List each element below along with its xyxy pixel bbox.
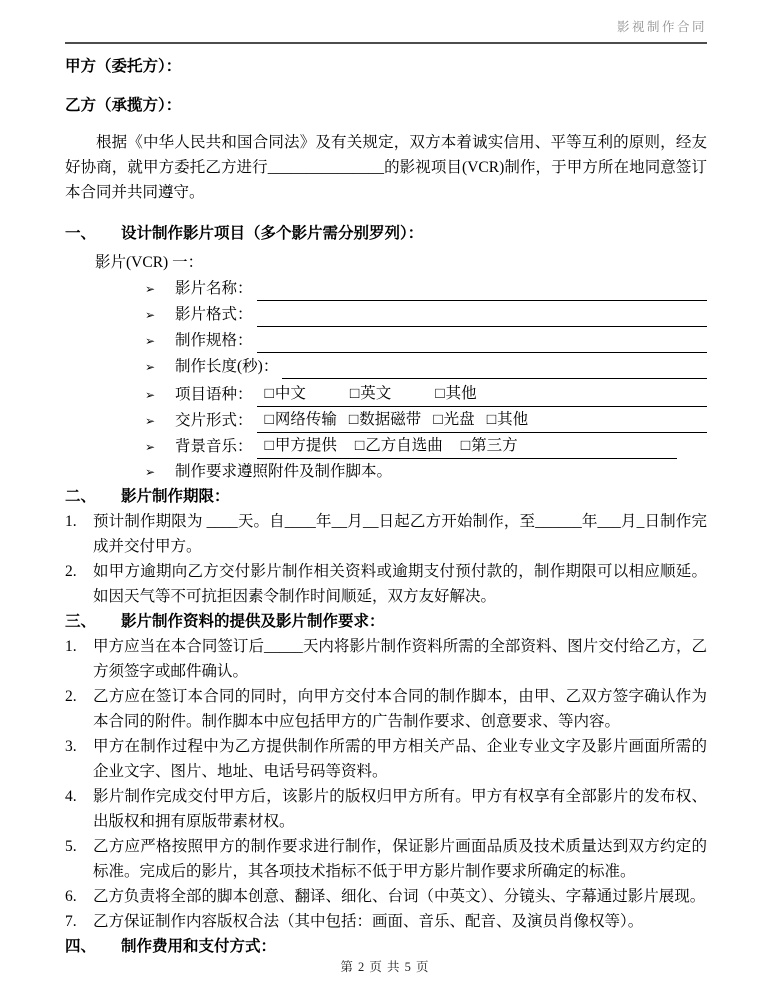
blank-line — [257, 326, 707, 327]
item-text: 乙方应在签订本合同的同时，向甲方交付本合同的制作脚本，由甲、乙双方签字确认作为本合同的附件。制作脚本中应包括甲方的广告制作要求、创意要求、等内容。 — [93, 687, 707, 730]
option-tape — [349, 408, 421, 432]
field-row-production-spec — [145, 327, 707, 353]
item-text: 影片制作完成交付甲方后，该影片的版权归甲方所有。甲方有权享有全部影片的发布权、出版权和拥有原版带素材权。 — [93, 787, 707, 830]
option-row-label: 交片形式： — [175, 411, 253, 429]
option-line — [257, 408, 707, 433]
item-text: 如甲方逾期向乙方交付影片制作相关资料或逾期支付预付款的，制作期限可以相应顺延。如因天气等不可抗拒因素令制作时间顺延，双方友好解决。 — [93, 562, 707, 605]
checkbox-icon: □ — [349, 384, 360, 402]
note-row — [145, 459, 707, 484]
arrow-bullet-icon: ➢ — [145, 464, 156, 479]
list-item — [65, 909, 707, 934]
option-third-party — [461, 434, 518, 458]
item-number: 4. — [65, 787, 77, 805]
option-row-label: 背景音乐： — [175, 437, 253, 455]
item-number: 2. — [65, 562, 77, 580]
item-number: 7. — [65, 912, 77, 930]
option-network — [265, 408, 337, 432]
checkbox-label: 光盘 — [443, 410, 475, 428]
page-number: 第 2 页 共 5 页 — [340, 960, 430, 974]
section-1-heading — [65, 221, 707, 246]
checkbox-icon: □ — [348, 410, 359, 428]
item-number: 5. — [65, 837, 77, 855]
section-4-title: 制作费用和支付方式： — [121, 937, 277, 955]
checkbox-icon: □ — [264, 410, 274, 428]
item-text: 预计制作期限为 ____天。自____年__月__日起乙方开始制作，至______年___月_日制作完成并交付甲方。 — [93, 512, 707, 555]
arrow-bullet-icon: ➢ — [145, 413, 156, 428]
field-row-duration — [145, 353, 707, 379]
checkbox-icon: □ — [264, 384, 274, 402]
section-3-heading — [65, 609, 707, 634]
arrow-bullet-icon: ➢ — [145, 307, 156, 322]
checkbox-label: 其他 — [445, 384, 477, 402]
blank-line — [257, 352, 707, 353]
field-row-film-format — [145, 301, 707, 327]
section-1-number: 一、 — [65, 224, 97, 242]
section-3-number: 三、 — [65, 612, 97, 630]
checkbox-label: 英文 — [360, 384, 392, 402]
field-row-film-name — [145, 275, 707, 301]
option-row-delivery — [145, 407, 707, 433]
option-row-language — [145, 381, 707, 407]
item-text: 乙方应严格按照甲方的制作要求进行制作，保证影片画面品质及技术质量达到双方约定的标准。完成后的影片，其各项技术指标不低于甲方影片制作要求所确定的标准。 — [93, 837, 707, 880]
page-header — [65, 14, 707, 44]
list-item — [65, 634, 707, 684]
checkbox-label: 第三方 — [471, 436, 518, 454]
section-2-heading — [65, 484, 707, 509]
item-number: 1. — [65, 512, 77, 530]
field-label: 影片名称： — [175, 279, 253, 297]
option-chinese — [265, 382, 306, 406]
option-line — [257, 382, 707, 407]
option-party-b-select — [355, 434, 443, 458]
checkbox-icon: □ — [435, 384, 445, 402]
party-a-line: 甲方（委托方）： — [65, 58, 182, 75]
item-text: 乙方保证制作内容版权合法（其中包括：画面、音乐、配音、及演员肖像权等）。 — [93, 912, 644, 930]
option-other-language — [435, 382, 476, 406]
option-rows-block — [145, 381, 707, 459]
arrow-bullet-icon: ➢ — [145, 359, 156, 374]
checkbox-label: 乙方自选曲 — [365, 436, 443, 454]
checkbox-label: 数据磁带 — [359, 410, 422, 428]
option-row-music — [145, 433, 707, 459]
section-1-title: 设计制作影片项目（多个影片需分别罗列）： — [121, 224, 424, 242]
field-label: 制作规格： — [175, 331, 253, 349]
arrow-bullet-icon: ➢ — [145, 439, 156, 454]
option-english — [350, 382, 391, 406]
list-item — [65, 784, 707, 834]
checkbox-label: 其他 — [497, 410, 529, 428]
checkbox-icon: □ — [486, 410, 497, 428]
list-item — [65, 884, 707, 909]
section-2-title: 影片制作期限： — [121, 487, 230, 505]
note-text: 制作要求遵照附件及制作脚本。 — [175, 462, 393, 480]
arrow-bullet-icon: ➢ — [145, 387, 156, 402]
checkbox-icon: □ — [354, 436, 365, 454]
film-vcr-subtitle: 影片(VCR) 一： — [95, 253, 204, 271]
option-other-delivery — [487, 408, 528, 432]
list-item — [65, 834, 707, 884]
checkbox-label: 甲方提供 — [274, 436, 337, 454]
option-party-a-provide — [265, 434, 337, 458]
section-3-title: 影片制作资料的提供及影片制作要求： — [121, 612, 385, 630]
checkbox-icon: □ — [460, 436, 471, 454]
list-item — [65, 559, 707, 609]
checkbox-label: 中文 — [274, 384, 306, 402]
list-item — [65, 734, 707, 784]
item-text: 乙方负责将全部的脚本创意、翻译、细化、台词（中英文）、分镜头、字幕通过影片展现。 — [93, 887, 706, 905]
list-item — [65, 509, 707, 559]
item-number: 3. — [65, 737, 77, 755]
field-label: 影片格式： — [175, 305, 253, 323]
item-text: 甲方应当在本合同签订后_____天内将影片制作资料所需的全部资料、图片交付给乙方，乙方须签字或邮件确认。 — [93, 637, 707, 680]
option-row-label: 项目语种： — [175, 385, 253, 403]
item-number: 1. — [65, 637, 77, 655]
checkbox-label: 网络传输 — [274, 410, 337, 428]
field-label: 制作长度(秒)： — [175, 357, 279, 375]
item-number: 6. — [65, 887, 77, 905]
item-text: 甲方在制作过程中为乙方提供制作所需的甲方相关产品、企业专业文字及影片画面所需的企业文字、图片、地址、电话号码等资料。 — [93, 737, 707, 780]
party-b-line: 乙方（承揽方）： — [65, 97, 182, 114]
checkbox-icon: □ — [264, 436, 274, 454]
checkbox-icon: □ — [433, 410, 443, 428]
option-line — [257, 434, 677, 459]
intro-paragraph: 根据《中华人民共和国合同法》及有关规定，双方本着诚实信用、平等互利的原则，经友好协商，就甲方委托乙方进行_______________的影视项目(VCR)制作，于甲方所在地同意签订本合同并共同遵守。 — [65, 134, 707, 201]
arrow-bullet-icon: ➢ — [145, 333, 156, 348]
section-4-number: 四、 — [65, 937, 97, 955]
arrow-bullet-icon: ➢ — [145, 281, 156, 296]
blank-line — [257, 300, 707, 301]
list-item — [65, 684, 707, 734]
document-title: 影视制作合同 — [616, 20, 707, 34]
film-fields-block — [145, 275, 707, 484]
option-disc — [433, 408, 474, 432]
item-number: 2. — [65, 687, 77, 705]
section-2-number: 二、 — [65, 487, 97, 505]
blank-line — [282, 378, 707, 379]
